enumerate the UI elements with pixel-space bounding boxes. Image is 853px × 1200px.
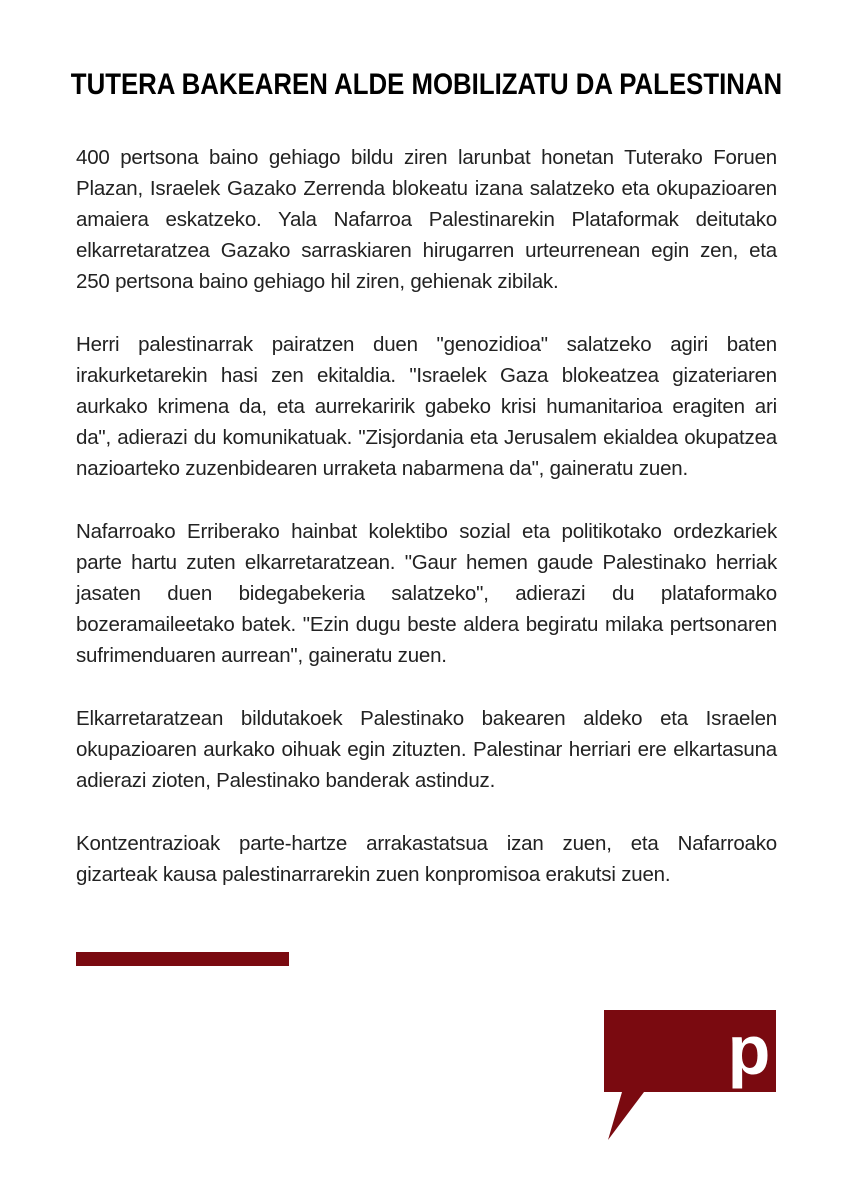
publisher-logo <box>604 1010 780 1142</box>
article-paragraph: Nafarroako Erriberako hainbat kolektibo sozial eta politikotako ordezkariek parte hartu zuten elkarretaratzean. "Gaur hemen gaude Palestinako herriak jasaten duen bidegabekeria salatzeko", adierazi du plataformako bozeramaileetako batek. "Ezin dugu beste aldera begiratu milaka pertsonaren sufrimenduaren aurrean", gaineratu zuen. <box>76 520 777 667</box>
page-title: TUTERA BAKEAREN ALDE MOBILIZATU DA PALESTINAN <box>70 68 783 101</box>
article-paragraph: Herri palestinarrak pairatzen duen "genozidioa" salatzeko agiri baten irakurketarekin hasi zen ekitaldia. "Israelek Gaza blokeatzea gizateriaren aurkako krimena da, eta aurrekaririk gabeko krisi humanitarioa eragiten ari da", adierazi du komunikatuak. "Zisjordania eta Jerusalem ekialdea okupatzea nazioarteko zuzenbidearen urraketa nabarmena da", gaineratu zuen. <box>76 333 777 480</box>
accent-divider <box>76 952 289 966</box>
article-paragraph: Elkarretaratzean bildutakoek Palestinako bakearen aldeko eta Israelen okupazioaren aurkako oihuak egin zituzten. Palestinar herriari ere elkartasuna adierazi zioten, Palestinako banderak astinduz. <box>76 707 777 792</box>
logo-letter: p <box>727 1011 771 1089</box>
speech-bubble-icon <box>604 1010 780 1142</box>
article-paragraph: Kontzentrazioak parte-hartze arrakastatsua izan zuen, eta Nafarroako gizarteak kausa palestinarrarekin zuen konpromisoa erakutsi zuen. <box>76 832 777 886</box>
article-paragraph: 400 pertsona baino gehiago bildu ziren larunbat honetan Tuterako Foruen Plazan, Israelek Gazako Zerrenda blokeatu izana salatzeko eta okupazioaren amaiera eskatzeko. Yala Nafarroa Palestinarekin Plataformak deitutako elkarretaratzea Gazako sarraskiaren hirugarren urteurrenean egin zen, eta 250 pertsona baino gehiago hil ziren, gehienak zibilak. <box>76 146 777 293</box>
article-body <box>76 142 777 922</box>
